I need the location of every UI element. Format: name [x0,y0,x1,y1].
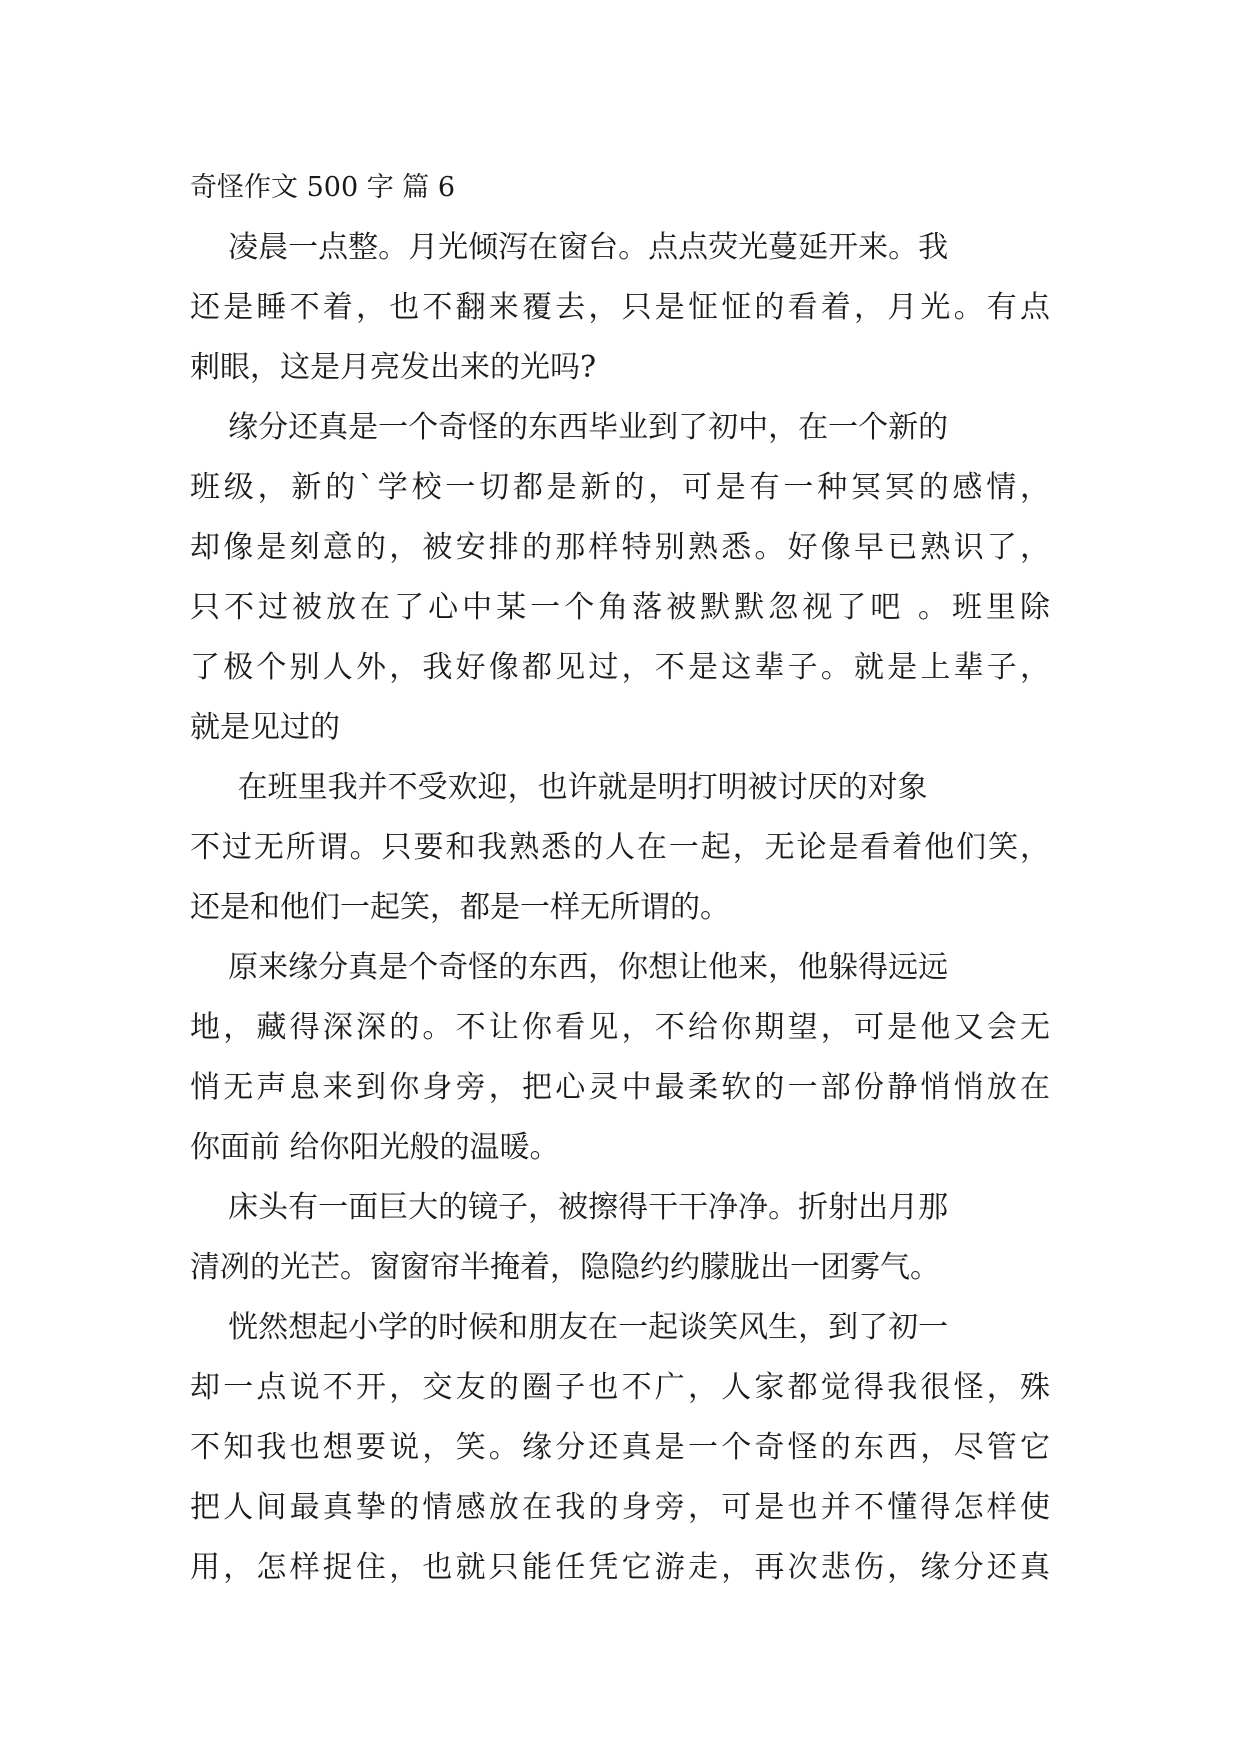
text-line: 就是见过的 [190,710,340,745]
text-line: 用，怎样捉住，也就只能任凭它游走，再次悲伤，缘分还真 [190,1550,1050,1585]
text-line: 缘分还真是一个奇怪的东西毕业到了初中，在一个新的 [190,410,949,445]
text-line: 还是睡不着，也不翻来覆去，只是怔怔的看着，月光。有点 [190,290,1050,325]
text-line: 地，藏得深深的。不让你看见，不给你期望，可是他又会无 [190,1010,1050,1045]
text-line: 原来缘分真是个奇怪的东西，你想让他来，他躲得远远 [190,950,949,985]
text-line: 了极个别人外，我好像都见过，不是这辈子。就是上辈子， [190,650,1050,685]
text-line: 班级，新的`学校一切都是新的，可是有一种冥冥的感情， [190,470,1050,505]
text-line: 刺眼，这是月亮发出来的光吗? [190,350,597,385]
essay-heading: 奇怪作文 500 字 篇 6 [190,172,456,203]
text-line: 凌晨一点整。月光倾泻在窗台。点点荧光蔓延开来。我 [190,230,949,265]
text-line: 悄无声息来到你身旁，把心灵中最柔软的一部份静悄悄放在 [190,1070,1050,1105]
text-line: 只不过被放在了心中某一个角落被默默忽视了吧 。班里除 [190,590,1050,625]
text-line: 在班里我并不受欢迎，也许就是明打明被讨厌的对象 [190,770,928,805]
text-line: 却像是刻意的，被安排的那样特别熟悉。好像早已熟识了， [190,530,1050,565]
text-line: 把人间最真挚的情感放在我的身旁，可是也并不懂得怎样使 [190,1490,1050,1525]
text-line: 不知我也想要说，笑。缘分还真是一个奇怪的东西，尽管它 [190,1430,1050,1465]
text-line: 清冽的光芒。窗窗帘半掩着，隐隐约约朦胧出一团雾气。 [190,1250,940,1285]
text-line: 还是和他们一起笑，都是一样无所谓的。 [190,890,730,925]
text-line: 你面前 给你阳光般的温暖。 [190,1130,560,1165]
text-line: 不过无所谓。只要和我熟悉的人在一起，无论是看着他们笑， [190,830,1050,865]
text-line: 却一点说不开，交友的圈子也不广，人家都觉得我很怪，殊 [190,1370,1050,1405]
text-line: 恍然想起小学的时候和朋友在一起谈笑风生，到了初一 [190,1310,949,1345]
text-line: 床头有一面巨大的镜子，被擦得干干净净。折射出月那 [190,1190,949,1225]
